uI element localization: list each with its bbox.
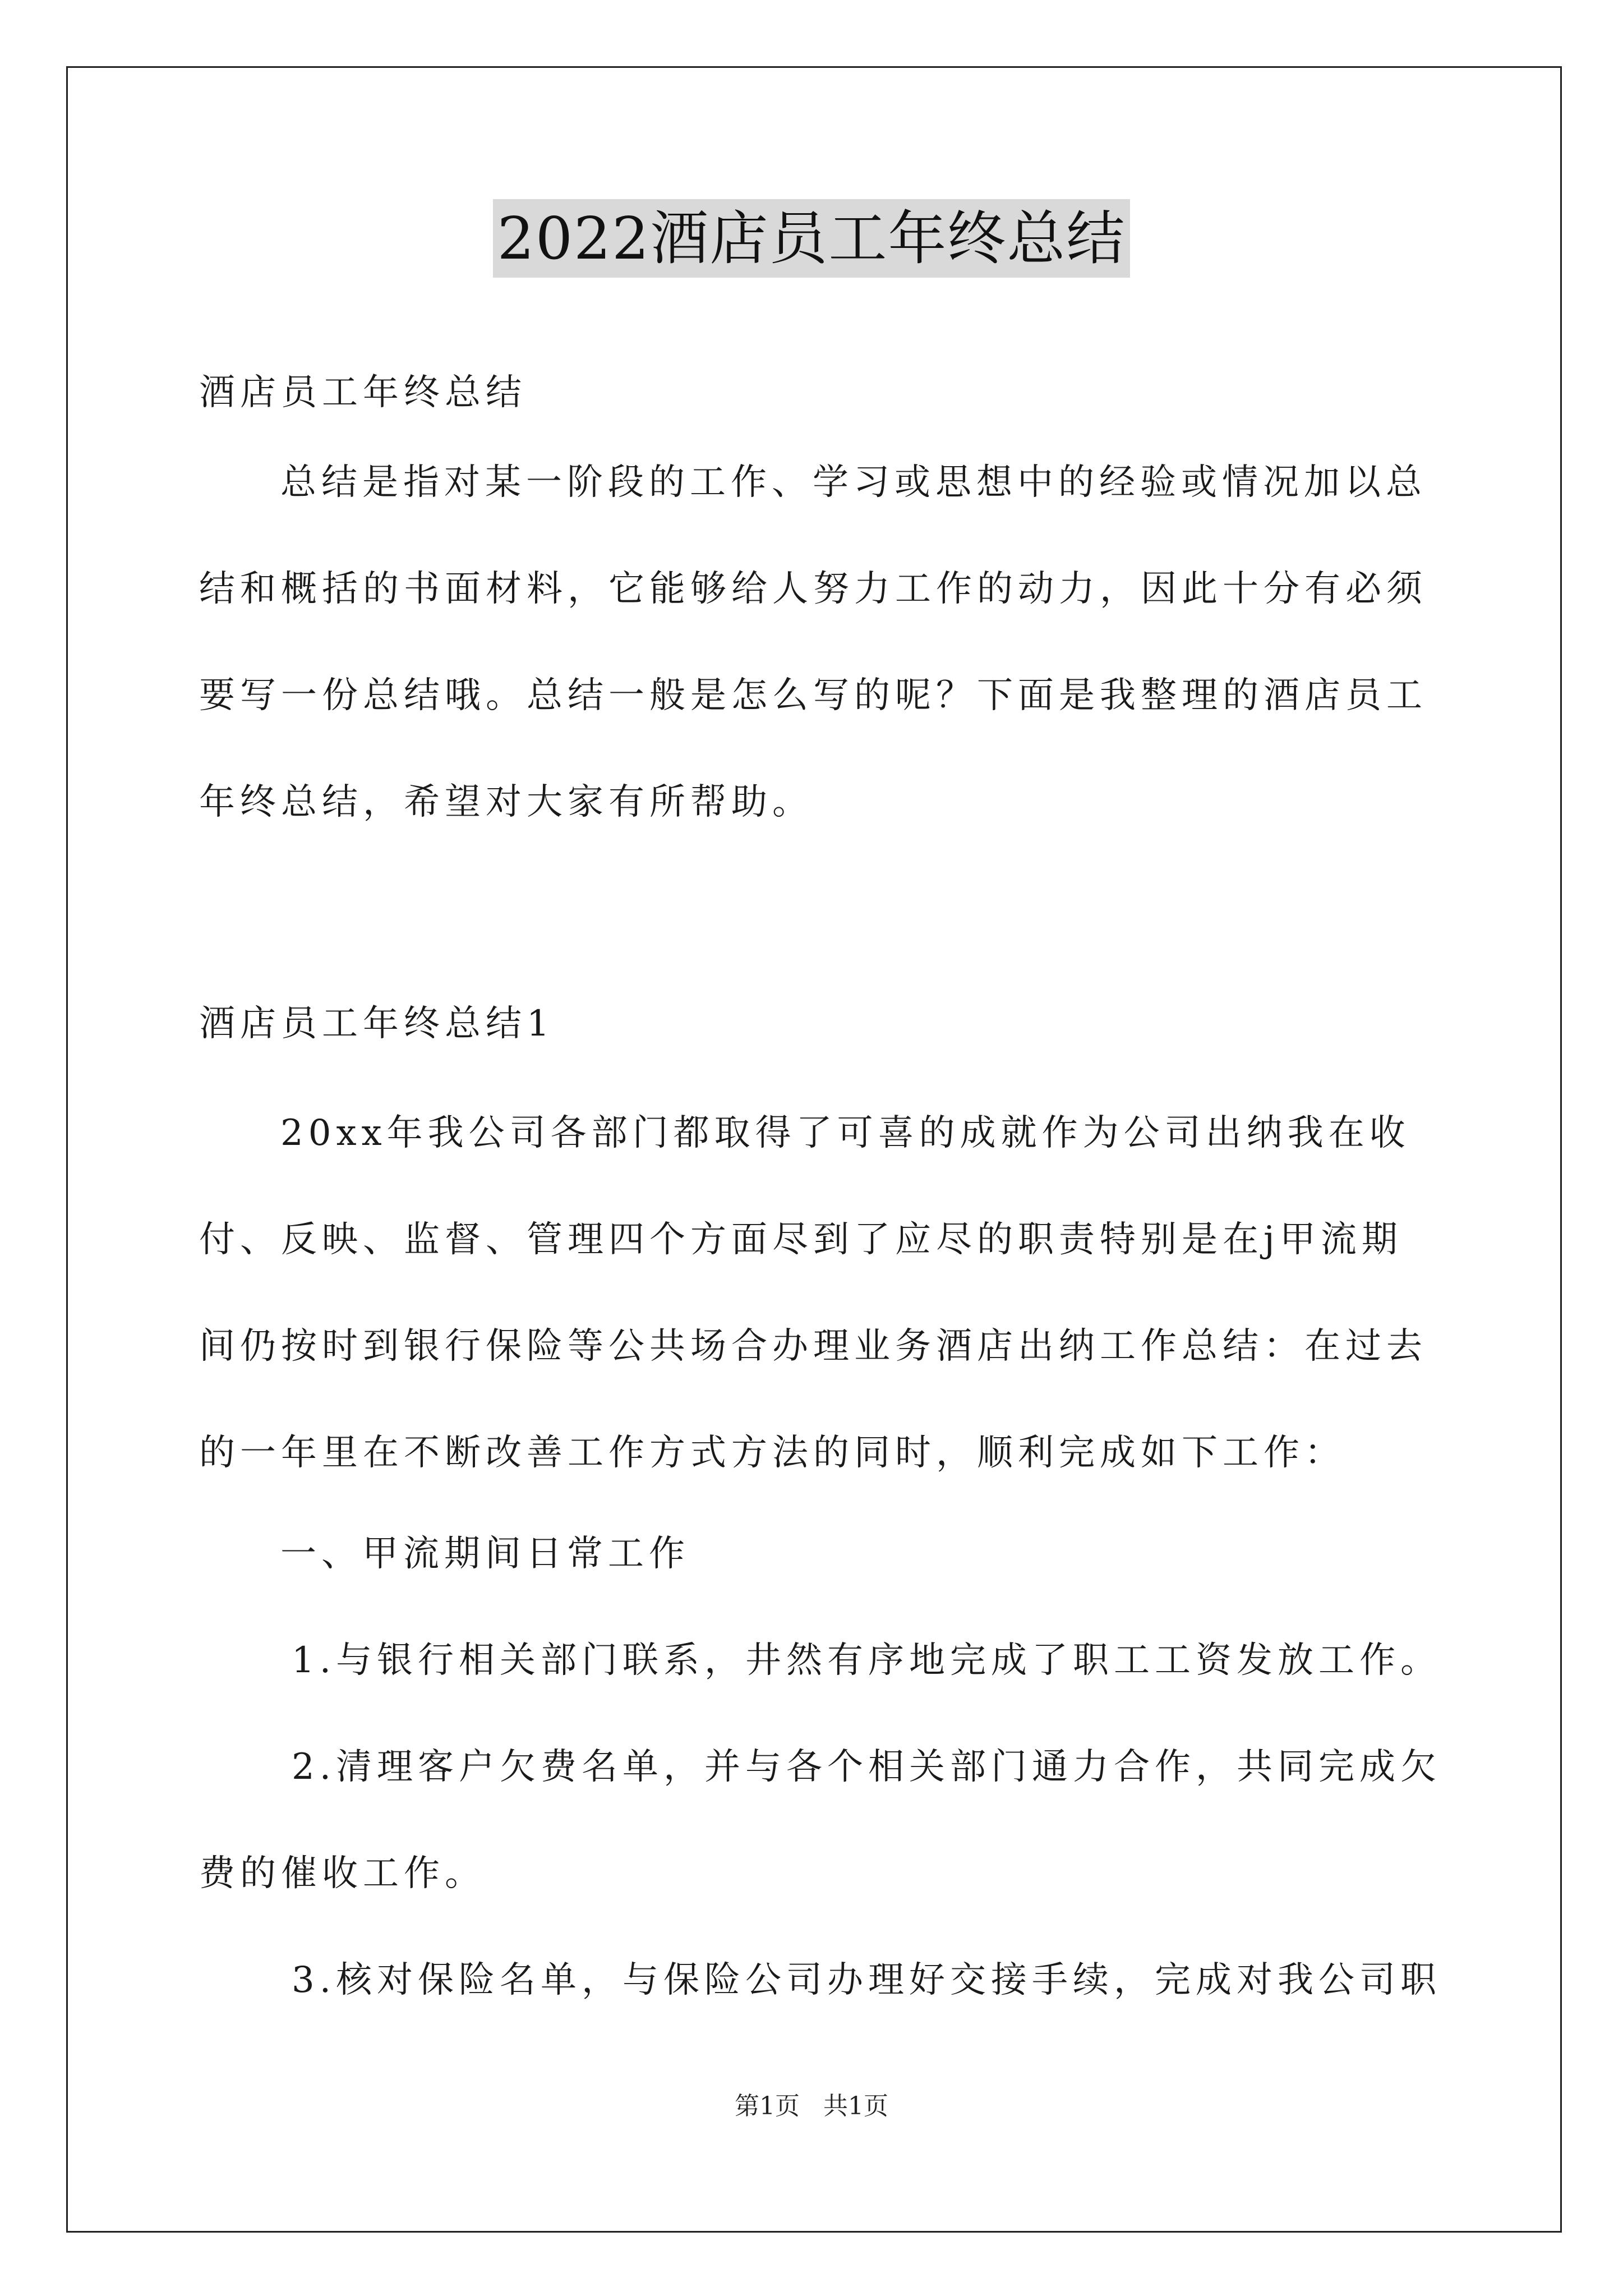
title-container xyxy=(0,199,1623,278)
document-title: 2022酒店员工年终总结 xyxy=(493,199,1131,278)
list-item-1: 1.与银行相关部门联系，井然有序地完成了职工工资发放工作。 xyxy=(292,1640,1442,1681)
intro-line-2: 结和概括的书面材料，它能够给人努力工作的动力，因此十分有必须 xyxy=(199,568,1427,610)
section-line-1: 20xx年我公司各部门都取得了可喜的成就作为公司出纳我在收 xyxy=(280,1112,1410,1154)
section-line-4: 的一年里在不断改善工作方式方法的同时，顺利完成如下工作： xyxy=(199,1432,1345,1474)
section-heading: 酒店员工年终总结1 xyxy=(199,1003,555,1045)
page-number: 第1页 xyxy=(735,2092,800,2120)
subheading: 一、甲流期间日常工作 xyxy=(280,1533,690,1575)
intro-line-1: 总结是指对某一阶段的工作、学习或思想中的经验或情况加以总 xyxy=(280,462,1427,503)
subtitle: 酒店员工年终总结 xyxy=(199,372,527,413)
list-item-3: 3.核对保险名单，与保险公司办理好交接手续，完成对我公司职 xyxy=(292,1959,1442,2001)
page-total: 共1页 xyxy=(823,2092,888,2120)
section-line-3: 间仍按时到银行保险等公共场合办理业务酒店出纳工作总结：在过去 xyxy=(199,1326,1427,1367)
list-item-2-line-1: 2.清理客户欠费名单，并与各个相关部门通力合作，共同完成欠 xyxy=(292,1746,1442,1788)
page-footer xyxy=(0,2090,1623,2123)
intro-line-4: 年终总结，希望对大家有所帮助。 xyxy=(199,781,813,823)
list-item-2-line-2: 费的催收工作。 xyxy=(199,1853,486,1894)
section-line-2: 付、反映、监督、管理四个方面尽到了应尽的职责特别是在j甲流期 xyxy=(199,1219,1403,1260)
intro-line-3: 要写一份总结哦。总结一般是怎么写的呢？下面是我整理的酒店员工 xyxy=(199,675,1427,716)
